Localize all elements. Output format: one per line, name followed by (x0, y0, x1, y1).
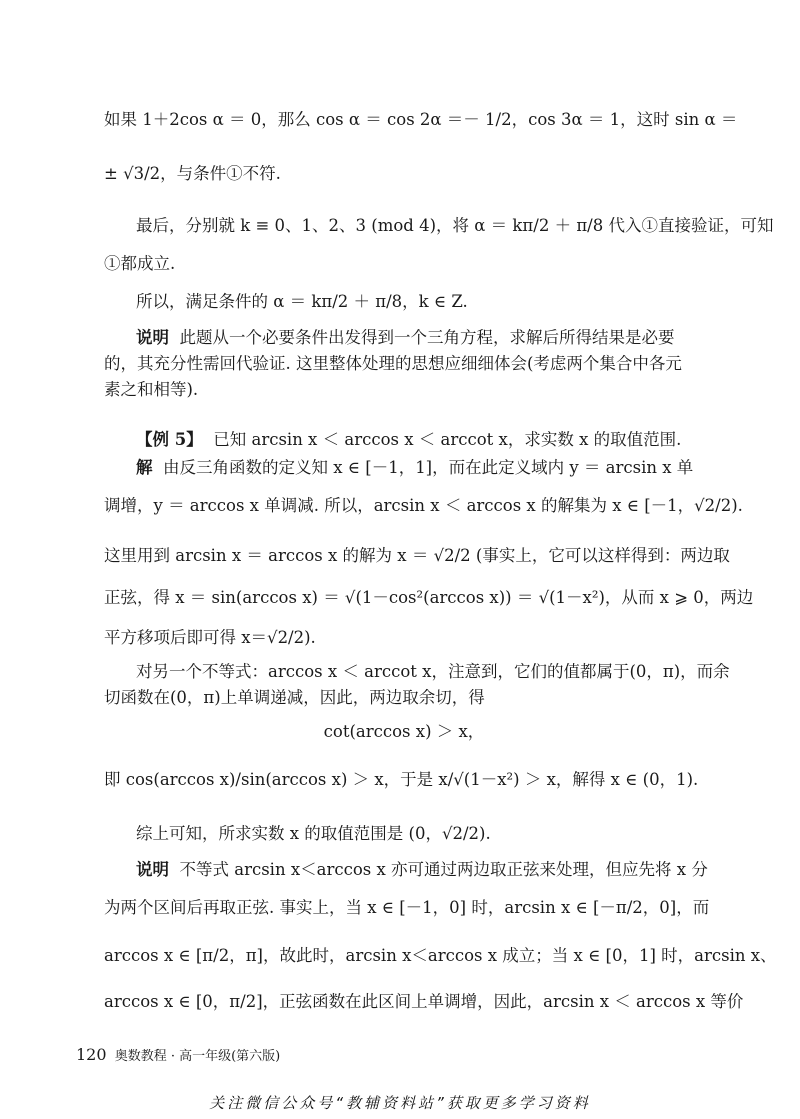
note2-line1 (136, 858, 708, 882)
p4-line1: 对另一个不等式：arccos x ＜ arccot x，注意到，它们的值都属于(0，π)，而余 (136, 662, 730, 681)
note1-line1 (136, 326, 704, 350)
note1-line3: 素之和相等). (104, 380, 199, 399)
solution-line4: 正弦，得 x ＝ sin(arccos x) ＝ √(1－cos²(arccos x)) ＝ √(1－x²)，从而 x ⩾ 0，两边 (104, 588, 754, 607)
p4-line2: 切函数在(0，π)上单调递减，因此，两边取余切，得 (104, 688, 485, 707)
solution-text1: 由反三角函数的定义知 x ∈ [－1，1]，而在此定义域内 y ＝ arcsin x 单 (163, 458, 694, 477)
p2-line1: 最后，分别就 k ≡ 0、1、2、3 (mod 4)，将 α ＝ kπ/2 ＋ π/8 代入①直接验证，可知 (136, 216, 774, 235)
p1-line1: 如果 1＋2cos α ＝ 0，那么 cos α ＝ cos 2α ＝－ 1/2，cos 3α ＝ 1，这时 sin α ＝ (104, 110, 738, 129)
p2-line2: ①都成立. (104, 254, 176, 273)
page-number: 120 (76, 1045, 107, 1064)
p1-line2: ± √3/2，与条件①不符. (104, 164, 281, 183)
solution-line2: 调增，y ＝ arccos x 单调减. 所以，arcsin x ＜ arccos x 的解集为 x ∈ [－1，√2/2). (104, 496, 743, 515)
note1-label: 说明 (136, 328, 169, 347)
p4-display-formula: cot(arccos x) ＞ x， (323, 722, 485, 741)
promo-banner: 关注微信公众号“教辅资料站”获取更多学习资料 (209, 1094, 591, 1112)
note1-line2: 的，其充分性需回代验证. 这里整体处理的思想应细细体会(考虑两个集合中各元 (104, 354, 682, 373)
note2-line3: arccos x ∈ [π/2，π]，故此时，arcsin x＜arccos x 成立；当 x ∈ [0，1] 时，arcsin x、 (104, 946, 777, 965)
note2-line2: 为两个区间后再取正弦. 事实上，当 x ∈ [－1，0] 时，arcsin x ∈ [－π/2，0]，而 (104, 898, 710, 917)
solution-line3: 这里用到 arcsin x ＝ arccos x 的解为 x ＝ √2/2 (事实上，它可以这样得到：两边取 (104, 546, 730, 565)
p4-line3: 即 cos(arccos x)/sin(arccos x) ＞ x，于是 x/√(1－x²) ＞ x，解得 x ∈ (0，1). (104, 770, 699, 789)
solution-label: 解 (136, 458, 153, 477)
book-title: 奥数教程 · 高一年级(第六版) (114, 1049, 281, 1064)
p5-line1: 综上可知，所求实数 x 的取值范围是 (0，√2/2). (136, 824, 491, 843)
solution-line1 (136, 456, 704, 480)
page-footer (76, 1046, 280, 1066)
note2-label: 说明 (136, 860, 169, 879)
note2-text1: 不等式 arcsin x＜arccos x 亦可通过两边取正弦来处理，但应先将 x 分 (179, 860, 708, 879)
p3-line1: 所以，满足条件的 α ＝ kπ/2 ＋ π/8，k ∈ Z. (136, 292, 468, 311)
note2-line4: arccos x ∈ [0，π/2]，正弦函数在此区间上单调增，因此，arcsin x ＜ arccos x 等价 (104, 992, 744, 1011)
example5-line (136, 428, 704, 452)
note1-text1: 此题从一个必要条件出发得到一个三角方程，求解后所得结果是必要 (179, 328, 675, 347)
solution-line5: 平方移项后即可得 x＝√2/2). (104, 628, 316, 647)
example5-text: 已知 arcsin x ＜ arccos x ＜ arccot x，求实数 x 的取值范围. (213, 430, 682, 449)
example5-label: 【例 5】 (136, 430, 203, 449)
